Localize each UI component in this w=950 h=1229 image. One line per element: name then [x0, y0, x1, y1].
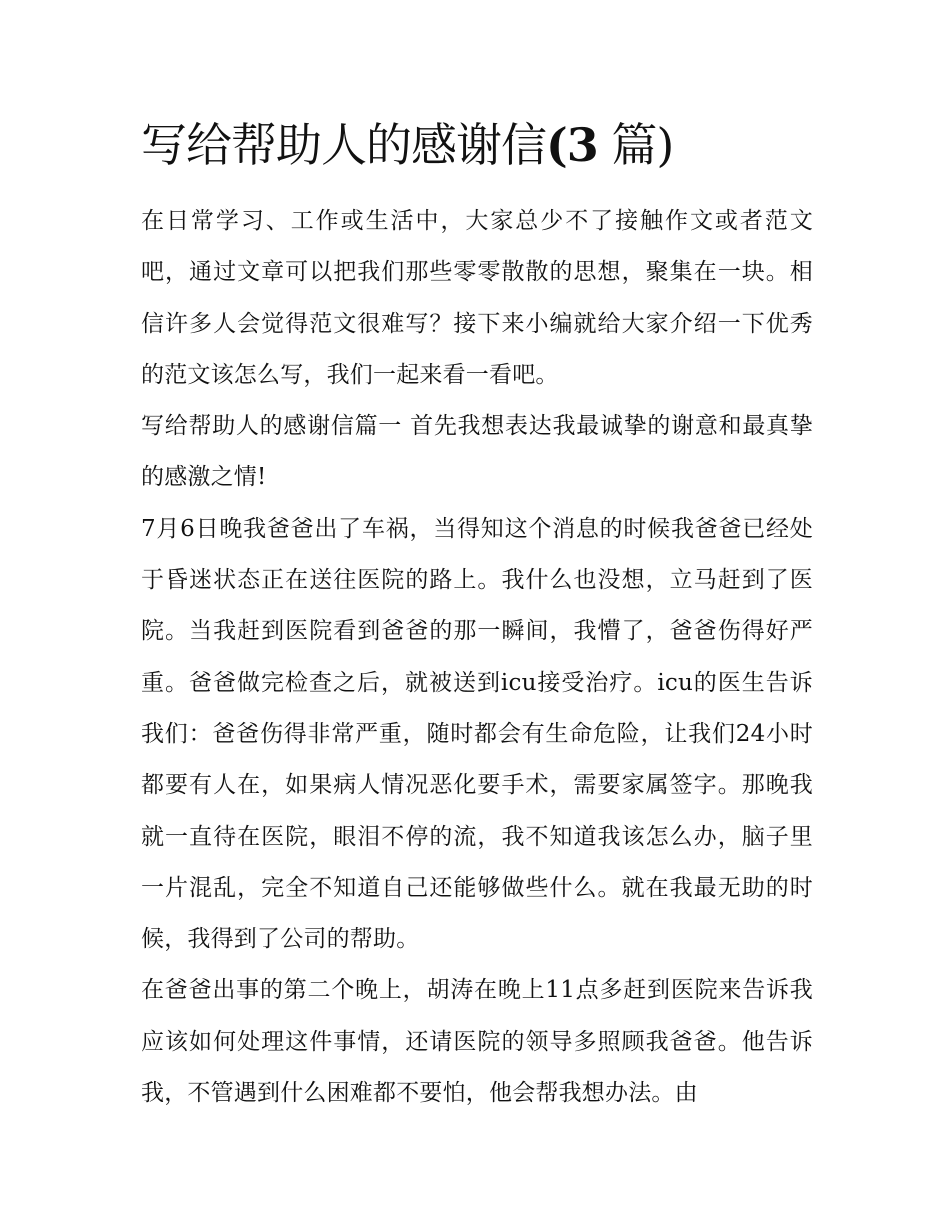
paragraph-help: 在爸爸出事的第二个晚上，胡涛在晚上11点多赶到医院来告诉我应该如何处理这件事情，还请医院的领导多照顾我爸爸。他告诉我，不管遇到什么困难都不要怕，他会帮我想办法。由: [141, 977, 813, 1107]
paragraph-accident: 7月6日晚我爸爸出了车祸，当得知这个消息的时候我爸爸已经处于昏迷状态正在送往医院的路上。我什么也没想，立马赶到了医院。当我赶到医院看到爸爸的那一瞬间，我懵了，爸爸伤得好严重。爸爸做完检查之后，就被送到icu接受治疗。icu的医生告诉我们：爸爸伤得非常严重，随时都会有生命危险，让我们24小时都要有人在，如果病人情况恶化要手术，需要家属签字。那晚我就一直待在医院，眼泪不停的流，我不知道我该怎么办，脑子里一片混乱，完全不知道自己还能够做些什么。就在我最无助的时候，我得到了公司的帮助。: [141, 515, 813, 953]
document-page: [141, 112, 813, 1119]
document-title: [141, 112, 813, 178]
document-body: [141, 196, 813, 1119]
title-suffix: 篇): [611, 118, 674, 172]
paragraph-letter-opening: 写给帮助人的感谢信篇一 首先我想表达我最诚挚的谢意和最真挚的感激之情!: [141, 413, 813, 491]
title-text: 写给帮助人的感谢信: [141, 118, 546, 172]
paragraph-intro: 在日常学习、工作或生活中，大家总少不了接触作文或者范文吧，通过文章可以把我们那些零零散散的思想，聚集在一块。相信许多人会觉得范文很难写？接下来小编就给大家介绍一下优秀的范文该怎么写，我们一起来看一看吧。: [141, 208, 813, 388]
title-number: (3: [546, 118, 598, 172]
